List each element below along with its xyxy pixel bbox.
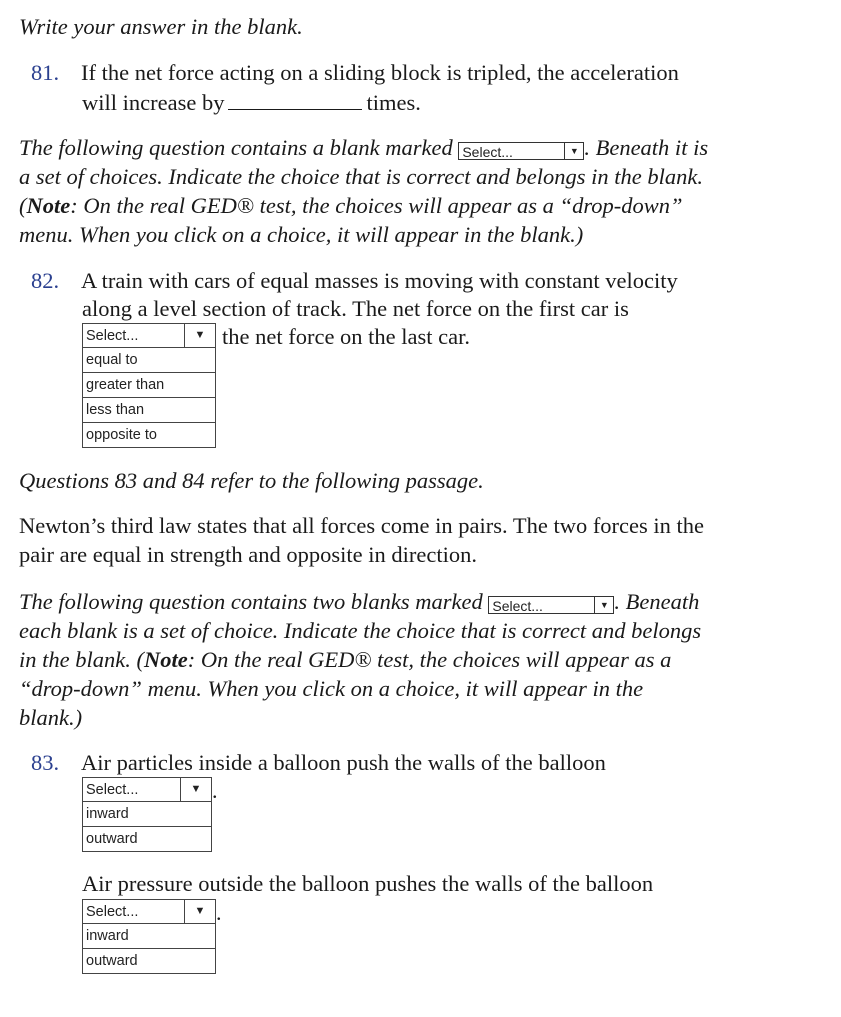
intro-82-paren: ( [19,193,27,218]
chevron-down-icon[interactable]: ▼ [184,324,215,347]
question-82-line2: along a level section of track. The net force on the first car is [82,296,629,321]
intro-83-text-end: . Beneath [614,589,700,614]
chevron-down-icon: ▼ [594,597,613,613]
question-81-text-before-blank: will increase by [82,90,225,115]
dropdown-option[interactable]: opposite to [82,423,216,448]
question-82 [31,266,811,295]
intro-83-note-text: : On the real GED® test, the choices will appear as a [187,647,672,672]
inline-select-sample [488,596,614,614]
intro-82-line1 [19,133,819,162]
dropdown-header-label: Select... [86,782,139,798]
question-81-line2 [82,87,421,117]
dropdown-header-label: Select... [86,328,139,344]
note-label: Note [26,193,71,218]
dropdown-option[interactable]: greater than [82,373,216,398]
intro-83-line2: each blank is a set of choice. Indicate the choice that is correct and belongs [19,618,702,643]
intro-82-line2: a set of choices. Indicate the choice that is correct and belongs in the blank. [19,164,703,189]
intro-83-line5: blank.) [19,705,83,730]
note-label: Note [143,647,188,672]
dropdown-83-1[interactable] [82,777,212,852]
question-83 [31,748,811,777]
passage-intro: Questions 83 and 84 refer to the following passage. [19,468,484,493]
passage [19,511,819,569]
answer-blank-81[interactable] [228,87,362,110]
question-83-line1: Air particles inside a balloon push the walls of the balloon [81,750,606,775]
dropdown-option[interactable]: equal to [82,348,216,373]
intro-83-line4: “drop-down” menu. When you click on a choice, it will appear in the [19,676,644,701]
question-83-line2: Air pressure outside the balloon pushes the walls of the balloon [82,871,654,896]
intro-83-line1 [19,587,819,616]
dropdown-83-1-header[interactable] [82,777,212,802]
question-number: 83. [31,750,60,775]
intro-82-note-text: : On the real GED® test, the choices will appear as a “drop-down” [70,193,683,218]
passage-line2: pair are equal in strength and opposite in direction. [19,542,477,567]
inline-select-sample [458,142,584,160]
dropdown-option[interactable]: outward [82,949,216,974]
sentence-period: . [216,900,222,925]
question-82-line1: A train with cars of equal masses is moving with constant velocity [81,268,678,293]
dropdown-option[interactable]: inward [82,802,212,827]
intro-83-text: The following question contains two blanks marked [19,589,483,614]
dropdown-82-header[interactable] [82,323,216,348]
intro-82-text: The following question contains a blank marked [19,135,453,160]
chevron-down-icon: ▼ [564,143,583,159]
question-81 [31,58,811,87]
dropdown-option[interactable]: inward [82,924,216,949]
dropdown-82[interactable] [82,323,216,448]
intro-82-line3 [19,191,819,220]
inline-select-label: Select... [462,144,513,160]
intro-82 [19,133,819,249]
dropdown-option[interactable]: outward [82,827,212,852]
instruction-write-blank: Write your answer in the blank. [19,14,303,39]
question-number: 81. [31,60,60,85]
dropdown-83-2[interactable] [82,899,216,974]
dropdown-83-2-header[interactable] [82,899,216,924]
chevron-down-icon[interactable]: ▼ [184,900,215,923]
question-82-line3: the net force on the last car. [222,324,471,349]
intro-82-line4: menu. When you click on a choice, it will appear in the blank.) [19,222,584,247]
dropdown-header-label: Select... [86,904,139,920]
intro-83 [19,587,819,732]
inline-select-label: Select... [492,598,543,614]
passage-line1: Newton’s third law states that all forces come in pairs. The two forces in the [19,513,705,538]
question-81-line1: If the net force acting on a sliding block is tripled, the acceleration [81,60,679,85]
sentence-period: . [212,778,218,803]
dropdown-option[interactable]: less than [82,398,216,423]
intro-83-line3 [19,645,819,674]
chevron-down-icon[interactable]: ▼ [180,778,211,801]
intro-82-text-end: . Beneath it is [584,135,709,160]
question-81-text-after-blank: times. [366,90,421,115]
intro-83-text-before-note: in the blank. ( [19,647,144,672]
question-number: 82. [31,268,60,293]
